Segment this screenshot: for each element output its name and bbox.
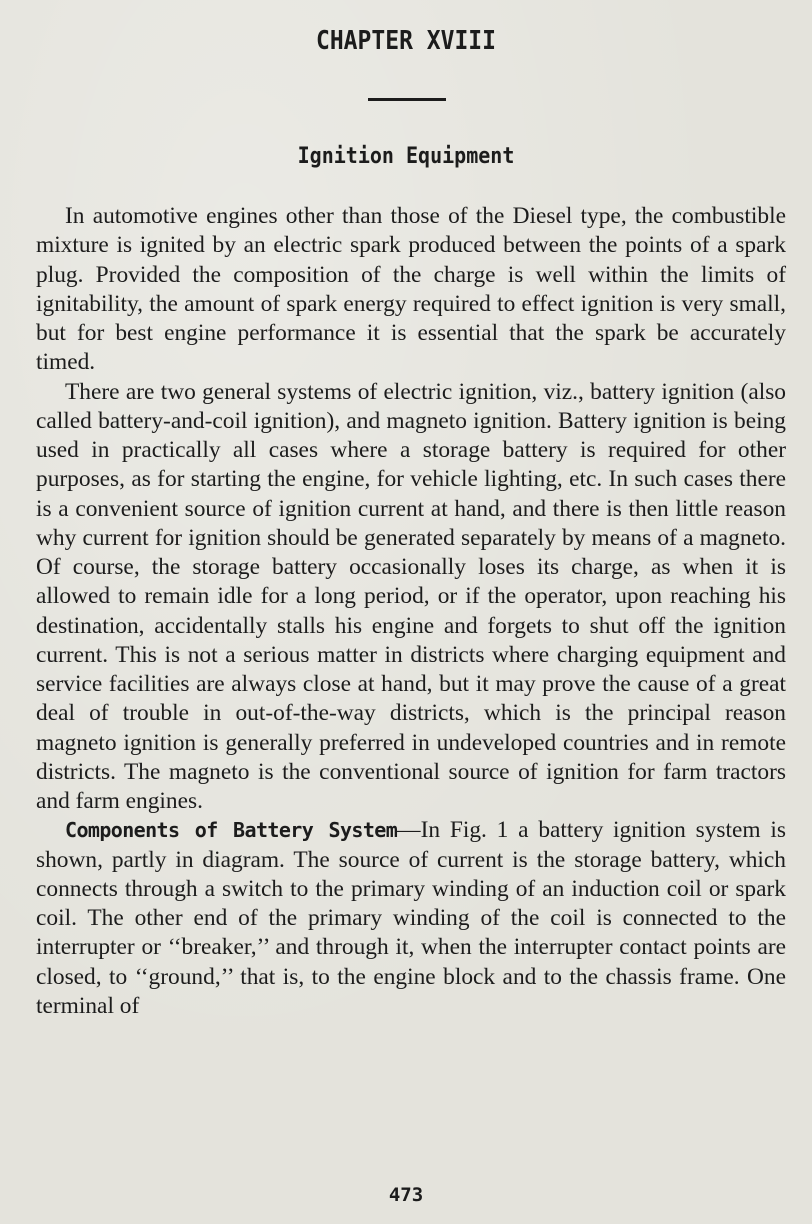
paragraph-text: There are two general systems of electric ignition, viz., battery ignition (also called battery-and-coil ignition), and magneto ignition. Battery ignition is being used in practically all cases where a storage battery is required for other purposes, as for starting the engine, for vehicle lighting, etc. In such cases there is a convenient source of ignition current at hand, and there is then little reason why current for ignition should be generated separately by means of a magneto. Of course, the storage battery occasionally loses its charge, as when it is allowed to remain idle for a long period, or if the operator, upon reaching his destination, accidentally stalls his engine and forgets to shut off the ignition current. This is not a serious matter in districts where charging equipment and service facilities are always close at hand, but it may prove the cause of a great deal of trouble in out-of-the-way districts, which is the principal reason magneto ignition is generally preferred in undeveloped countries and in remote districts. The magneto is the conventional source of ignition for farm tractors and farm engines. <box>36 378 786 814</box>
paragraph-text: —In Fig. 1 a battery ignition system is shown, partly in diagram. The source of current is the storage battery, which connects through a switch to the primary winding of an induction coil or spark coil. The other end of the primary winding of the coil is connected to the interrupter or ‘‘breaker,’’ and through it, when the interrupter contact points are closed, to ‘‘ground,’’ that is, to the engine block and to the chassis frame. One terminal of <box>36 817 786 1019</box>
paragraph-text: In automotive engines other than those of the Diesel type, the combustible mixture is ignited by an electric spark produced between the points of a spark plug. Provided the composition of the charge is well within the limits of ignitability, the amount of spark energy required to effect ignition is very small, but for best engine performance it is essential that the spark be accurately timed. <box>36 203 786 376</box>
paragraph <box>36 202 786 378</box>
paragraph <box>36 816 786 1021</box>
section-title: Ignition Equipment <box>297 141 515 169</box>
run-in-heading: Components of Battery System <box>65 818 398 843</box>
body-text <box>36 202 786 1021</box>
page-number: 473 <box>388 1184 424 1206</box>
paragraph <box>36 378 786 817</box>
heading-divider <box>368 98 446 101</box>
chapter-heading: CHAPTER XVIII <box>315 26 496 56</box>
